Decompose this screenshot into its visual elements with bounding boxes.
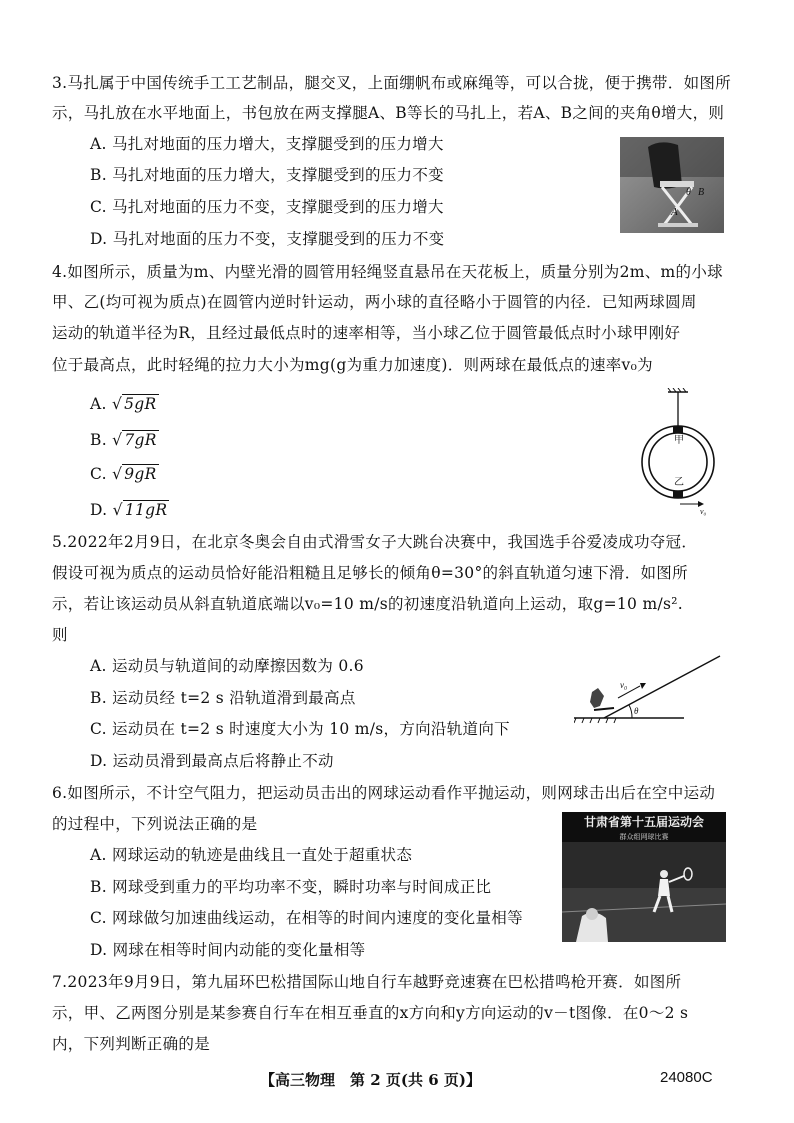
q3-option-d: D. 马扎对地面的压力不变，支撑腿受到的压力不变 [90, 230, 445, 248]
q4-stem-line1: 4.如图所示，质量为m、内壁光滑的圆管用轻绳竖直悬吊在天花板上，质量分别为2m、m的小球 [52, 263, 723, 281]
svg-text:A: A [671, 206, 678, 218]
q5-stem-line1: 5.2022年2月9日，在北京冬奥会自由式滑雪女子大跳台决赛中，我国选手谷爱凌成功夺冠． [52, 533, 698, 551]
q4-option-c: C. √ 9gR [90, 465, 157, 483]
q5-stem-line4: 则 [52, 626, 68, 644]
svg-text:B: B [698, 187, 705, 198]
q5-stem-line3: 示，若让该运动员从斜直轨道底端以v₀=10 m/s的初速度沿轨道向上运动，取g=10 m/s². [52, 595, 683, 613]
q5-option-b: B. 运动员经 t=2 s 沿轨道滑到最高点 [90, 689, 356, 707]
q7-stem-line3: 内，下列判断正确的是 [52, 1035, 211, 1053]
q3-option-c: C. 马扎对地面的压力不变，支撑腿受到的压力增大 [90, 198, 444, 216]
q6-option-a: A. 网球运动的轨迹是曲线且一直处于超重状态 [90, 846, 413, 864]
q6-option-b: B. 网球受到重力的平均功率不变，瞬时功率与时间成正比 [90, 878, 492, 896]
q3-stool-photo [620, 137, 724, 233]
q5-stem-line2: 假设可视为质点的运动员恰好能沿粗糙且足够长的倾角θ=30°的斜直轨道匀速下滑．如图所 [52, 564, 688, 582]
q5-option-d: D. 运动员滑到最高点后将静止不动 [90, 752, 334, 770]
q6-stem-line2: 的过程中，下列说法正确的是 [52, 815, 258, 833]
q4-option-b: B. √ 7gR [90, 431, 157, 449]
svg-text:群众组网球比赛: 群众组网球比赛 [619, 833, 669, 841]
svg-text:v₀: v₀ [700, 507, 707, 516]
q4-stem-line4: 位于最高点，此时轻绳的拉力大小为mg(g为重力加速度)．则两球在最低点的速率v₀为 [52, 356, 653, 374]
svg-text:θ: θ [634, 706, 639, 716]
q4-stem-line3: 运动的轨道半径为R，且经过最低点时的速率相等，当小球乙位于圆管最低点时小球甲刚好 [52, 324, 681, 342]
q6-option-d: D. 网球在相等时间内动能的变化量相等 [90, 941, 366, 959]
svg-text:θ: θ [686, 187, 691, 198]
svg-text:v₀: v₀ [620, 680, 628, 690]
q5-slope-diagram [574, 648, 724, 726]
q4-option-a: A. √ 5gR [90, 395, 157, 413]
q3-stem-line2: 示，马扎放在水平地面上，书包放在两支撑腿A、B等长的马扎上，若A、B之间的夹角θ增大，则 [52, 104, 725, 122]
q7-stem-line1: 7.2023年9月9日，第九届环巴松措国际山地自行车越野竞速赛在巴松措鸣枪开赛．如图所 [52, 973, 682, 991]
q3-option-a: A. 马扎对地面的压力增大，支撑腿受到的压力增大 [90, 135, 444, 153]
q3-stem-line1: 3.马扎属于中国传统手工工艺制品，腿交叉，上面绷帆布或麻绳等，可以合拢，便于携带．如图所 [52, 74, 731, 92]
svg-text:乙: 乙 [674, 477, 684, 488]
svg-text:甲: 甲 [674, 435, 684, 446]
q5-option-c: C. 运动员在 t=2 s 时速度大小为 10 m/s，方向沿轨道向下 [90, 720, 510, 738]
q5-option-a: A. 运动员与轨道间的动摩擦因数为 0.6 [90, 657, 364, 675]
paper-code: 24080C [660, 1069, 713, 1086]
q6-option-c: C. 网球做匀加速曲线运动，在相等的时间内速度的变化量相等 [90, 909, 523, 927]
q3-option-b: B. 马扎对地面的压力增大，支撑腿受到的压力不变 [90, 166, 444, 184]
q7-stem-line2: 示，甲、乙两图分别是某参赛自行车在相互垂直的x方向和y方向运动的v－t图像．在0～2 s [52, 1004, 689, 1022]
q4-option-d: D. √ 11gR [90, 501, 168, 519]
q4-stem-line2: 甲、乙(均可视为质点)在圆管内逆时针运动，两小球的直径略小于圆管的内径．已知两球圆周 [52, 293, 697, 311]
page-footer-title: 【高三物理 第 2 页(共 6 页)】 [260, 1071, 481, 1089]
q6-stem-line1: 6.如图所示，不计空气阻力，把运动员击出的网球运动看作平抛运动，则网球击出后在空中运动 [52, 784, 716, 802]
q6-tennis-photo [562, 812, 726, 942]
svg-text:甘肃省第十五届运动会: 甘肃省第十五届运动会 [583, 815, 705, 829]
q4-ring-diagram [634, 388, 724, 516]
